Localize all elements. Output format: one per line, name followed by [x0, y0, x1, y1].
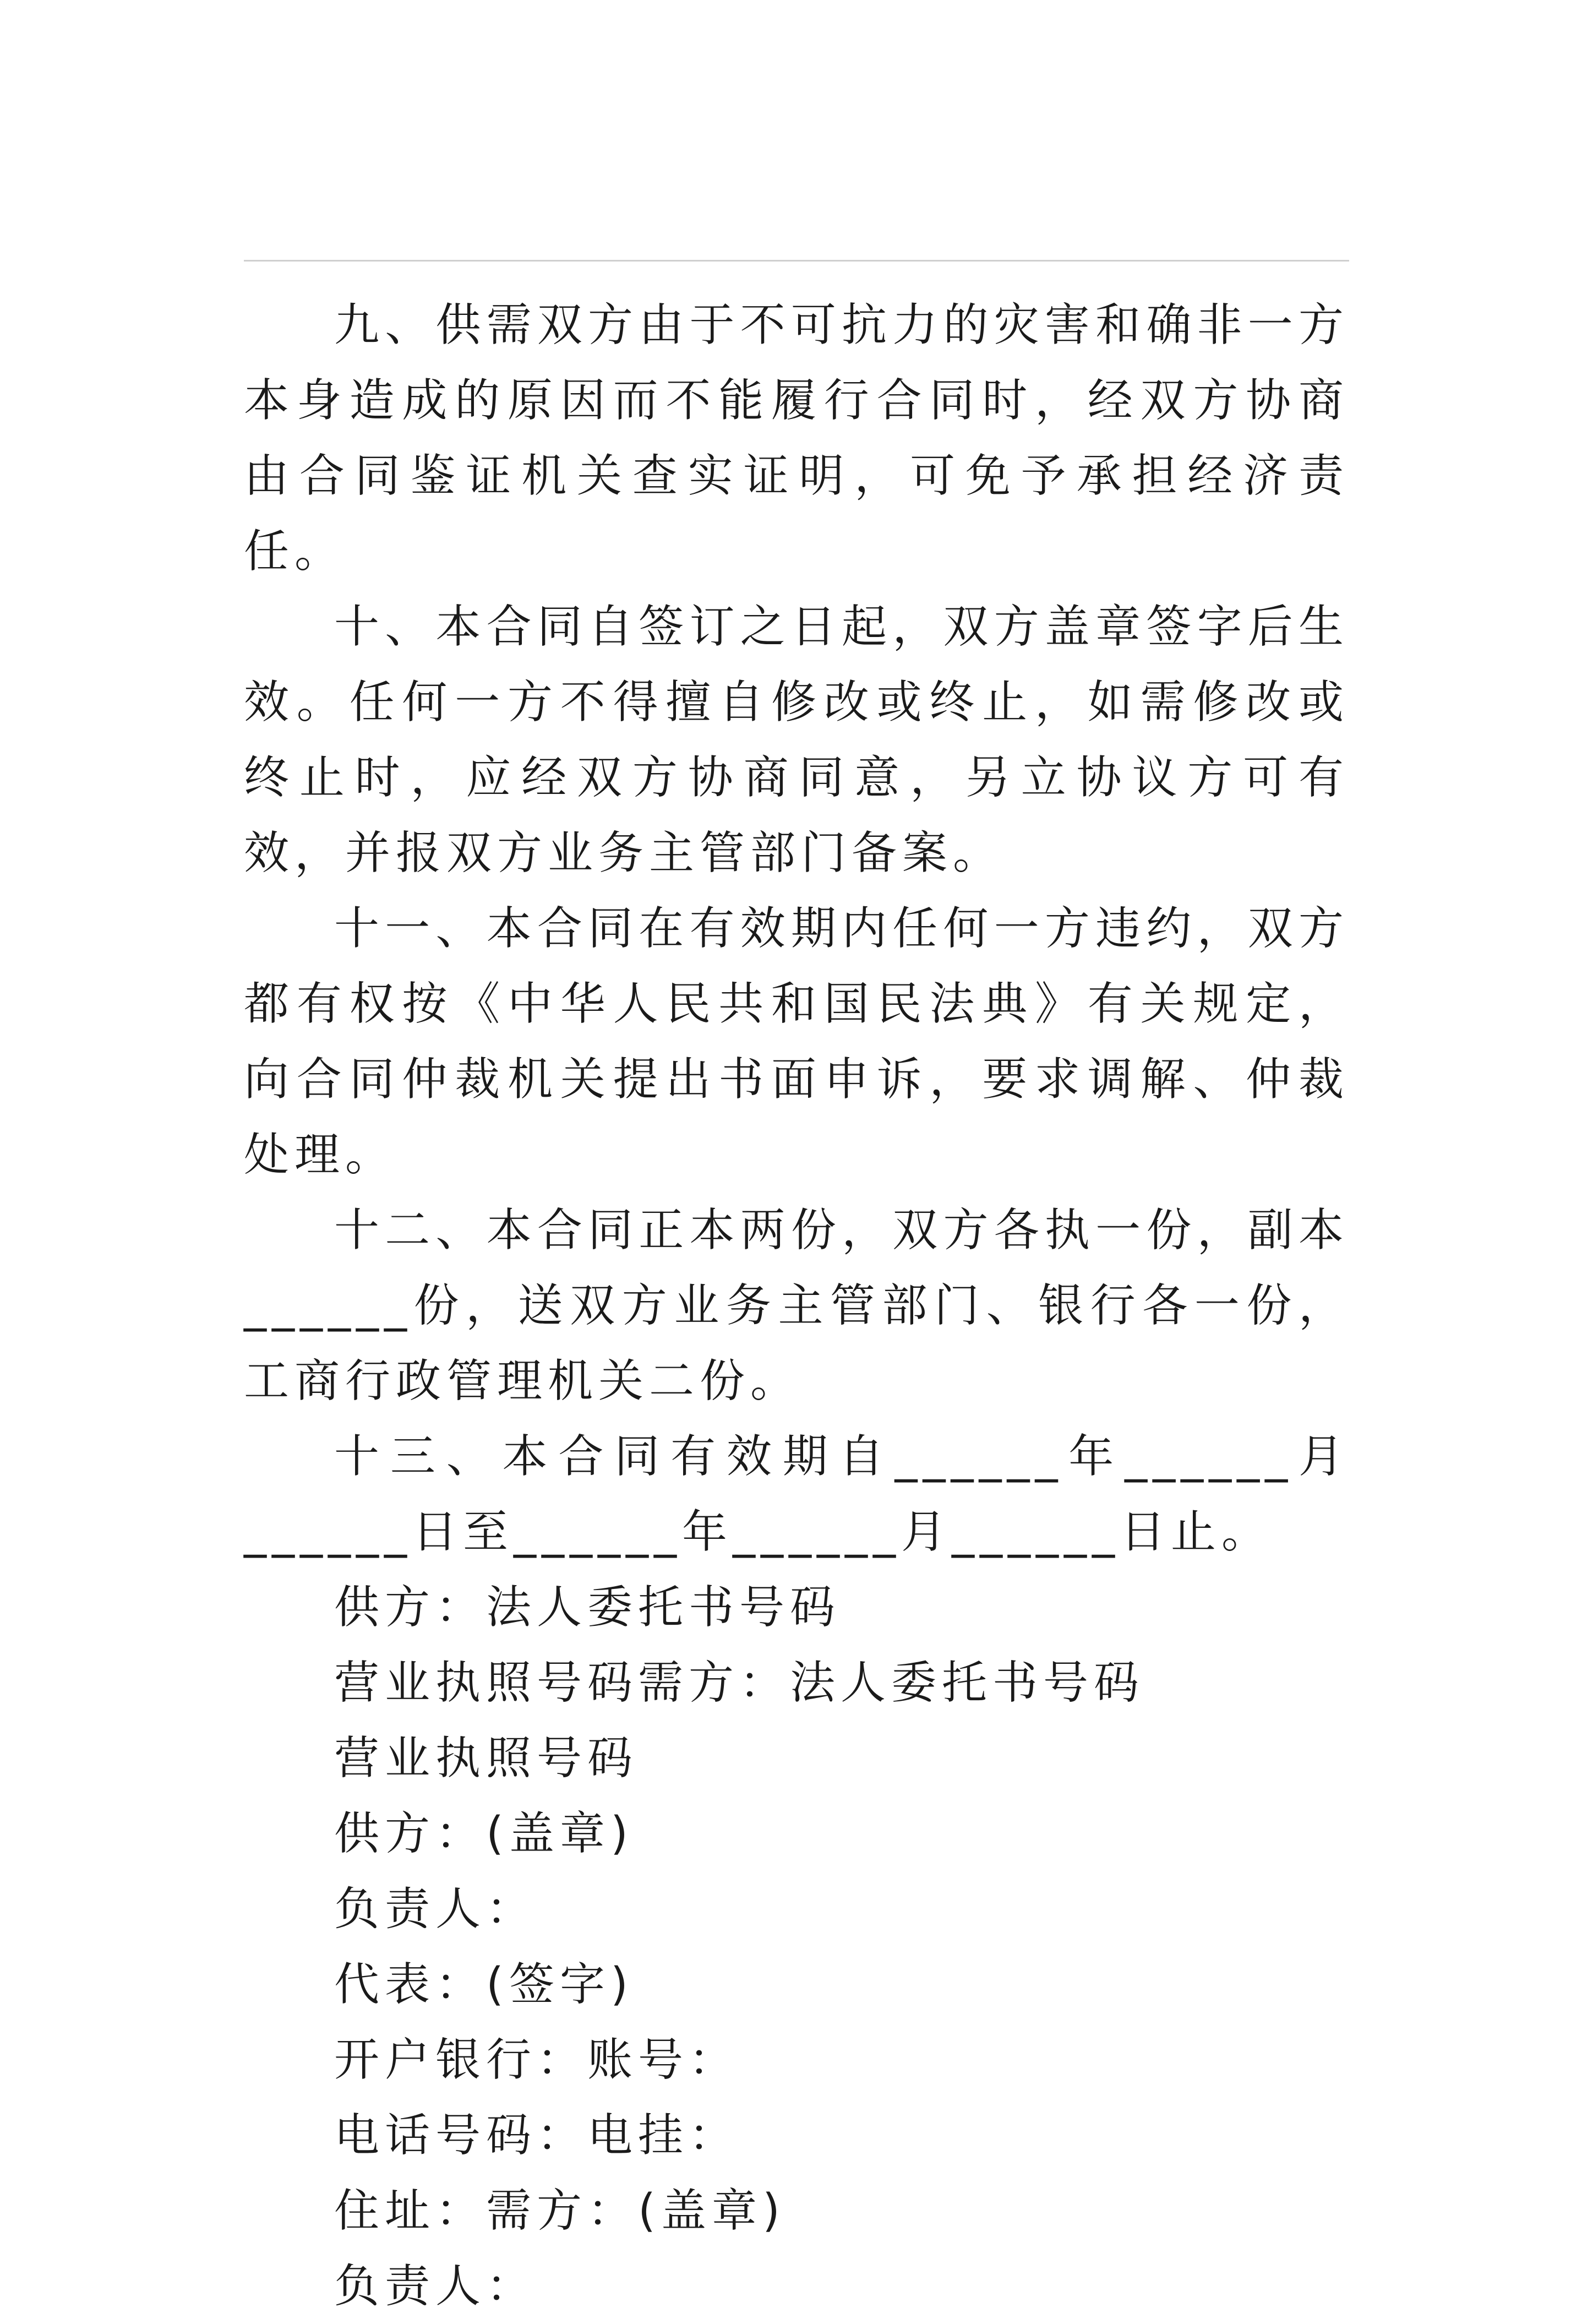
buyer-responsible-person: 负责人：: [334, 2260, 537, 2312]
supplier-proxy-number: 供方：法人委托书号码: [334, 1581, 841, 1634]
clause-9: 九、供需双方由于不可抗力的灾害和确非一方本身造成的原因而不能履行合同时，经双方协商由合同鉴证机关查实证明，可免予承担经济责任。: [244, 299, 1349, 578]
supplier-seal: 供方：(盖章): [334, 1808, 634, 1860]
clause-10: 十、本合同自签订之日起，双方盖章签字后生效。任何一方不得擅自修改或终止，如需修改或终止时，应经双方协商同意，另立协议方可有效，并报双方业务主管部门备案。: [244, 601, 1349, 879]
signature-block: [244, 1570, 1349, 2324]
phone-telegraph: 电话号码：电挂：: [334, 2109, 740, 2162]
representative-signature: 代表：(签字): [334, 1958, 634, 2011]
header-rule: [244, 260, 1349, 262]
license-and-buyer-proxy: 营业执照号码需方：法人委托书号码: [334, 1657, 1145, 1709]
supplier-responsible-person: 负责人：: [334, 1883, 537, 1935]
business-license-number: 营业执照号码: [334, 1732, 639, 1784]
clause-11: 十一、本合同在有效期内任何一方违约，双方都有权按《中华人民共和国民法典》有关规定，向合同仲裁机关提出书面申诉，要求调解、仲裁处理。: [244, 902, 1349, 1181]
document-body: [244, 287, 1349, 2324]
bank-account: 开户银行：账号：: [334, 2034, 740, 2086]
address-buyer-seal: 住址：需方：(盖章): [334, 2185, 785, 2237]
clause-13: 十三、本合同有效期自______年______月______日至______年______月______日止。: [244, 1430, 1349, 1558]
clause-12: 十二、本合同正本两份，双方各执一份，副本______份，送双方业务主管部门、银行各一份，工商行政管理机关二份。: [244, 1204, 1349, 1407]
